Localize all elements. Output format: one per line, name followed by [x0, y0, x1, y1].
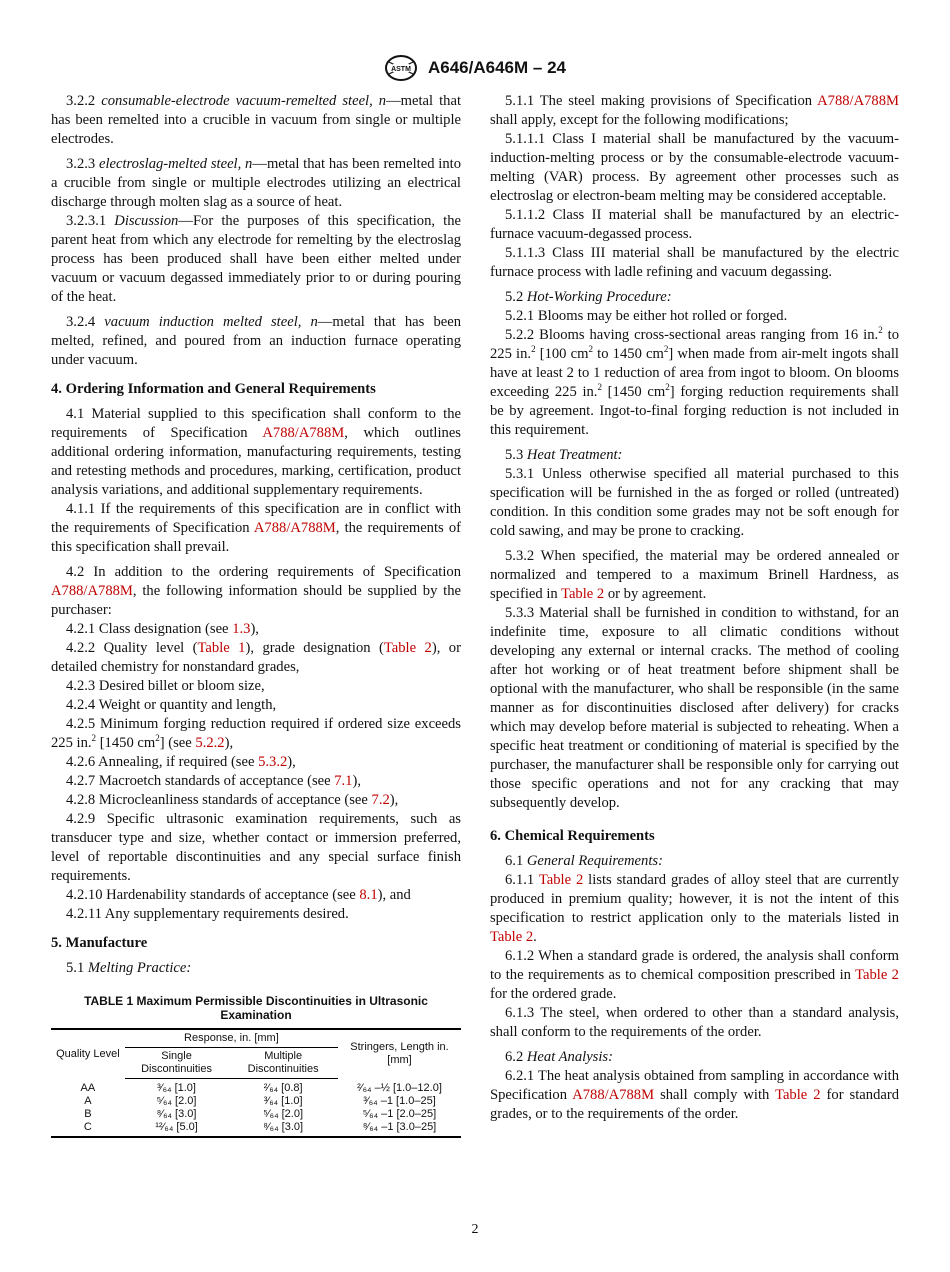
section-heading-6: 6. Chemical Requirements	[490, 828, 655, 844]
paragraph-4-2-8: 4.2.8 Microcleanliness standards of acceptance (see 7.2),	[66, 792, 399, 808]
paragraph-6-2-1: 6.2.1 The heat analysis obtained from sampling in accordance with Specification A788/A788M shall comply with Table 2 for standard grades, or to the requirements of the order.	[490, 1068, 899, 1122]
paragraph-4-2-7: 4.2.7 Macroetch standards of acceptance (see 7.1),	[66, 773, 361, 789]
paragraph-5-1-1-1: 5.1.1.1 Class I material shall be manufactured by the vacuum-induction-melting process or by the consumable-electrode vacuum-melting (VAR) process. By agreement other processes such as electroslag or electron-beam melting may be considered acceptable.	[490, 131, 899, 204]
paragraph-4-2-3: 4.2.3 Desired billet or bloom size,	[66, 678, 265, 694]
paragraph-4-2-5: 4.2.5 Minimum forging reduction required if ordered size exceeds 225 in.$^2$ [1450 $cm^2$] (see 5.2.2),	[51, 716, 461, 751]
table-1	[51, 1028, 461, 1138]
paragraph-3-2-3-1: 3.2.3.1 Discussion—For the purposes of this specification, the parent heat from which any electrode for remelting by the electroslag process has been produced shall have been either melted under vacuum or vacuum degassed immediately prior to or during pouring of the heat.	[51, 213, 462, 305]
page-number: 2	[471, 1222, 479, 1237]
table-1-title: TABLE 1 Maximum Permissible Discontinuities in Ultrasonic Examination	[84, 994, 428, 1022]
table-row: B ⁸⁄₆₄ [3.0] ⁵⁄₆₄ [2.0] ⁵⁄₆₄ –1 [2.0–25]	[84, 1108, 437, 1120]
col-header-stringers: Stringers, Length in. [mm]	[338, 1029, 461, 1079]
col-header-quality-level: Quality Level	[51, 1029, 125, 1079]
table-link[interactable]: Table 2	[775, 1087, 821, 1103]
section-link[interactable]: 5.3.2	[258, 754, 288, 770]
left-column	[51, 92, 461, 1138]
paragraph-4-2-4: 4.2.4 Weight or quantity and length,	[66, 697, 277, 713]
paragraph-3-2-4: 3.2.4 vacuum induction melted steel, n—metal that has been melted, refined, and poured from an induction furnace operating under vacuum.	[51, 314, 461, 368]
section-link[interactable]: 7.1	[334, 773, 353, 789]
table-link[interactable]: Table 2	[561, 586, 605, 602]
paragraph-5-2-2: 5.2.2 Blooms having cross-sectional areas ranging from 16 in.$^2$ to 225 in.$^2$ [100 $cm^2$ to 1450 $cm^2$] when made from air-melt ingots shall have at least 2 to 1 reduction of area from ingot to bloom. On blooms exceeding 225 in.$^2$ [1450 $cm^2$] forging reduction requirements shall be by agreement. Ingot-to-final forging reduction is not included in this requirement.	[490, 325, 899, 438]
paragraph-4-2-1: 4.2.1 Class designation (see 1.3),	[66, 621, 259, 637]
table-row: C ¹²⁄₆₄ [5.0] ⁸⁄₆₄ [3.0] ⁸⁄₆₄ –1 [3.0–25]	[51, 1121, 461, 1137]
paragraph-4-2-9: 4.2.9 Specific ultrasonic examination requirements, such as transducer type and size, whether contact or immersion preferred, level of reportable discontinuities and any special surface finish requirements.	[51, 811, 461, 884]
astm-logo-icon	[384, 54, 418, 82]
page-header	[0, 54, 950, 82]
paragraph-5-3: 5.3 Heat Treatment:	[505, 447, 623, 463]
document-designation: A646/A646M – 24	[428, 58, 566, 77]
paragraph-4-2-6: 4.2.6 Annealing, if required (see 5.3.2),	[66, 754, 296, 770]
paragraph-6-1: 6.1 General Requirements:	[505, 853, 663, 869]
paragraph-6-2: 6.2 Heat Analysis:	[505, 1049, 613, 1065]
table-link[interactable]: Table 1	[197, 640, 246, 656]
table-link[interactable]: Table 2	[490, 929, 534, 945]
table-link[interactable]: Table 2	[538, 872, 584, 888]
paragraph-5-1-1-3: 5.1.1.3 Class III material shall be manufactured by the electric furnace process with ladle refining and vacuum degassing.	[490, 245, 899, 280]
section-link[interactable]: 7.2	[371, 792, 390, 808]
paragraph-4-2-11: 4.2.11 Any supplementary requirements desired.	[66, 906, 349, 922]
paragraph-5-3-2: 5.3.2 When specified, the material may be ordered annealed or normalized and tempered to a maximum Brinell Hardness, as specified in Table 2 or by agreement.	[490, 548, 899, 602]
spec-link[interactable]: A788/A788M	[262, 425, 345, 441]
section-link[interactable]: 1.3	[232, 621, 251, 637]
section-link[interactable]: 5.2.2	[195, 735, 225, 751]
paragraph-5-3-1: 5.3.1 Unless otherwise specified all material purchased to this specification will be furnished in the as forged or rolled (untreated) condition. In this condition some grades may not be soft enough for cold sawing, and may be prone to cracking.	[490, 466, 899, 539]
paragraph-5-1: 5.1 Melting Practice:	[66, 960, 192, 976]
paragraph-4-1: 4.1 Material supplied to this specification shall conform to the requirements of Specification A788/A788M, which outlines additional ordering information, manufacturing requirements, testing and retesting methods and procedures, marking, certification, product analysis variations, and additional supplementary requirements.	[51, 406, 461, 498]
spec-link[interactable]: A788/A788M	[817, 93, 899, 109]
section-link[interactable]: 8.1	[359, 887, 378, 903]
paragraph-6-1-2: 6.1.2 When a standard grade is ordered, the analysis shall conform to the requirements as to chemical composition prescribed in Table 2 for the ordered grade.	[490, 948, 899, 1002]
table-row: AA ³⁄₆₄ [1.0] ²⁄₆₄ [0.8] ²⁄₆₄ –½ [1.0–12.0]	[80, 1081, 442, 1094]
paragraph-5-2-1: 5.2.1 Blooms may be either hot rolled or forged.	[505, 308, 788, 324]
paragraph-5-2: 5.2 Hot-Working Procedure:	[505, 289, 672, 305]
paragraph-4-2-10: 4.2.10 Hardenability standards of acceptance (see 8.1), and	[66, 887, 411, 903]
paragraph-6-1-3: 6.1.3 The steel, when ordered to other than a standard analysis, shall conform to the requirements of the order.	[490, 1005, 899, 1040]
section-heading-5: 5. Manufacture	[51, 935, 148, 951]
paragraph-3-2-2: 3.2.2 consumable-electrode vacuum-remelted steel, n—metal that has been remelted into a crucible in vacuum from single or multiple electrodes.	[51, 93, 461, 147]
spec-link[interactable]: A788/A788M	[51, 583, 133, 599]
col-header-single: Single Discontinuities	[125, 1048, 228, 1079]
spec-link[interactable]: A788/A788M	[253, 520, 336, 536]
paragraph-4-2: 4.2 In addition to the ordering requirements of Specification A788/A788M, the following information should be supplied by the purchaser:	[51, 564, 461, 618]
right-column	[490, 92, 899, 1124]
table-link[interactable]: Table 2	[383, 640, 432, 656]
paragraph-5-1-1: 5.1.1 The steel making provisions of Specification A788/A788M shall apply, except for the following modifications;	[490, 93, 899, 128]
col-header-response: Response, in. [mm]	[125, 1029, 338, 1048]
table-link[interactable]: Table 2	[855, 967, 899, 983]
paragraph-4-1-1: 4.1.1 If the requirements of this specification are in conflict with the requirements of Specification A788/A788M, the requirements of this specification shall prevail.	[51, 501, 461, 555]
paragraph-5-1-1-2: 5.1.1.2 Class II material shall be manufactured by an electric-furnace vacuum-degassed process.	[490, 207, 899, 242]
svg-text:ASTM: ASTM	[391, 66, 411, 73]
paragraph-6-1-1: 6.1.1 Table 2 lists standard grades of alloy steel that are currently produced in premium quality; however, it is not the intent of this specification to restrict application only to the materials listed in Table 2.	[490, 872, 899, 945]
col-header-multiple: Multiple Discontinuities	[228, 1048, 338, 1079]
paragraph-4-2-2: 4.2.2 Quality level (Table 1), grade designation (Table 2), or detailed chemistry for nonstandard grades,	[51, 640, 461, 675]
spec-link[interactable]: A788/A788M	[572, 1087, 655, 1103]
table-row: A ⁵⁄₆₄ [2.0] ³⁄₆₄ [1.0] ³⁄₆₄ –1 [1.0–25]	[84, 1095, 436, 1107]
section-heading-4: 4. Ordering Information and General Requirements	[51, 381, 376, 397]
paragraph-5-3-3: 5.3.3 Material shall be furnished in condition to withstand, for an indefinite time, exposure to all climatic conditions without developing any external or internal cracks. The method of cooling after hot working or of heat treatment before shipment shall be optional with the manufacturer, who shall be responsible (in the same manner as for discontinuities disclosed after delivery) for cracks which may develop before material is subjected to reheating. When a specific heat treatment or conditioning of material is specified by the purchaser, the manufacturer shall be responsible only for carrying out those specific operations and not for any cracking that may subsequently develop.	[490, 605, 899, 811]
paragraph-3-2-3: 3.2.3 electroslag-melted steel, n—metal that has been remelted into a crucible from single or multiple electrodes utilizing an electrical discharge through molten slag as a source of heat.	[51, 156, 462, 210]
